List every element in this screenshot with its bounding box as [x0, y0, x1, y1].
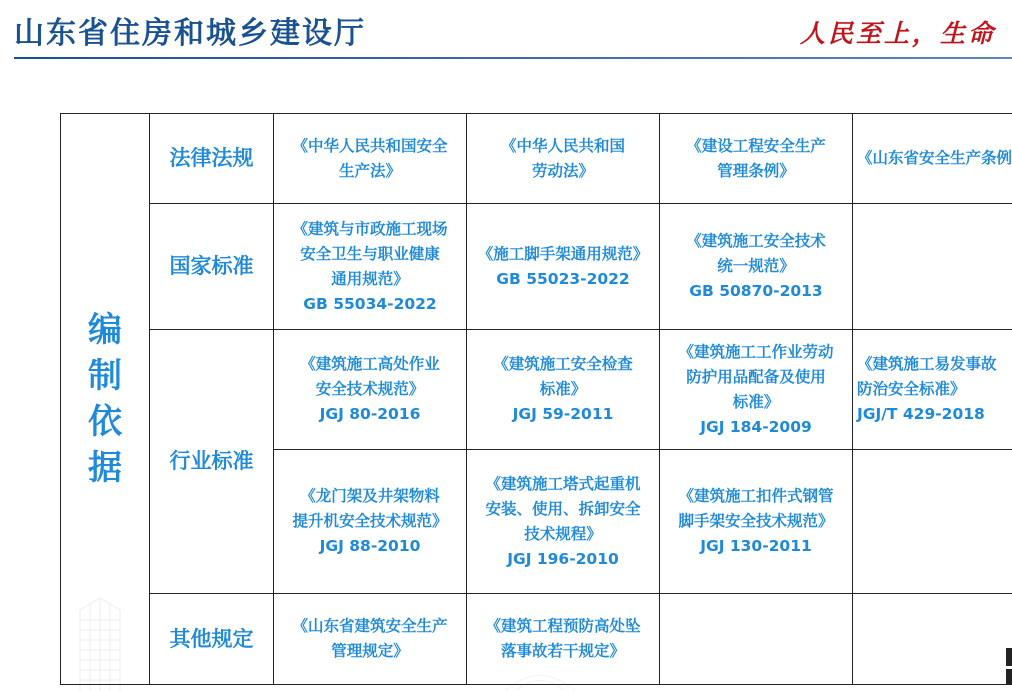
table-cell: 《中华人民共和国安全 生产法》 — [274, 114, 467, 204]
main-category-cell — [61, 114, 150, 685]
category-cell-industry: 行业标准 — [150, 330, 274, 594]
table-cell: 《建筑施工安全检查 标准》 JGJ 59-2011 — [467, 330, 660, 450]
table-row — [61, 204, 1012, 330]
table-cell: 《建筑施工安全技术 统一规范》 GB 50870-2013 — [660, 204, 853, 330]
slogan-text: 人民至上，生命 — [800, 19, 997, 48]
category-cell-other: 其他规定 — [150, 594, 274, 685]
table-cell-empty — [853, 450, 1012, 594]
table-cell: 《山东省安全生产条例 — [853, 114, 1012, 204]
table-cell: 《建筑工程预防高处坠 落事故若干规定》 — [467, 594, 660, 685]
compilation-basis-table — [60, 113, 1012, 685]
main-category-char: 依 — [88, 402, 122, 442]
page-title: 山东省住房和城乡建设厅 — [14, 16, 366, 51]
table-row — [61, 330, 1012, 450]
page-edge-marker — [1006, 648, 1012, 684]
table-cell: 《建筑施工塔式起重机 安装、使用、拆卸安全 技术规程》 JGJ 196-2010 — [467, 450, 660, 594]
table-cell: 《建筑与市政施工现场 安全卫生与职业健康 通用规范》 GB 55034-2022 — [274, 204, 467, 330]
table-cell: 《中华人民共和国 劳动法》 — [467, 114, 660, 204]
table-cell: 《施工脚手架通用规范》 GB 55023-2022 — [467, 204, 660, 330]
table-cell: 《建设工程安全生产 管理条例》 — [660, 114, 853, 204]
table-cell-empty — [660, 594, 853, 685]
main-category-char: 制 — [88, 356, 122, 396]
table-cell-empty — [853, 204, 1012, 330]
category-cell-laws: 法律法规 — [150, 114, 274, 204]
category-cell-national: 国家标准 — [150, 204, 274, 330]
main-category-char: 编 — [88, 310, 122, 350]
table-cell: 《建筑施工工作业劳动 防护用品配备及使用 标准》 JGJ 184-2009 — [660, 330, 853, 450]
table-cell: 《山东省建筑安全生产 管理规定》 — [274, 594, 467, 685]
table-row — [61, 114, 1012, 204]
header-divider — [14, 57, 1012, 59]
table-cell-empty — [853, 594, 1012, 685]
table-cell: 《建筑施工高处作业 安全技术规范》 JGJ 80-2016 — [274, 330, 467, 450]
table-row — [61, 594, 1012, 685]
table-cell: 《建筑施工易发事故 防治安全标准》 JGJ/T 429-2018 — [853, 330, 1012, 450]
table-cell: 《建筑施工扣件式钢管 脚手架安全技术规范》 JGJ 130-2011 — [660, 450, 853, 594]
table-cell: 《龙门架及井架物料 提升机安全技术规范》 JGJ 88-2010 — [274, 450, 467, 594]
main-category-char: 据 — [88, 448, 122, 488]
